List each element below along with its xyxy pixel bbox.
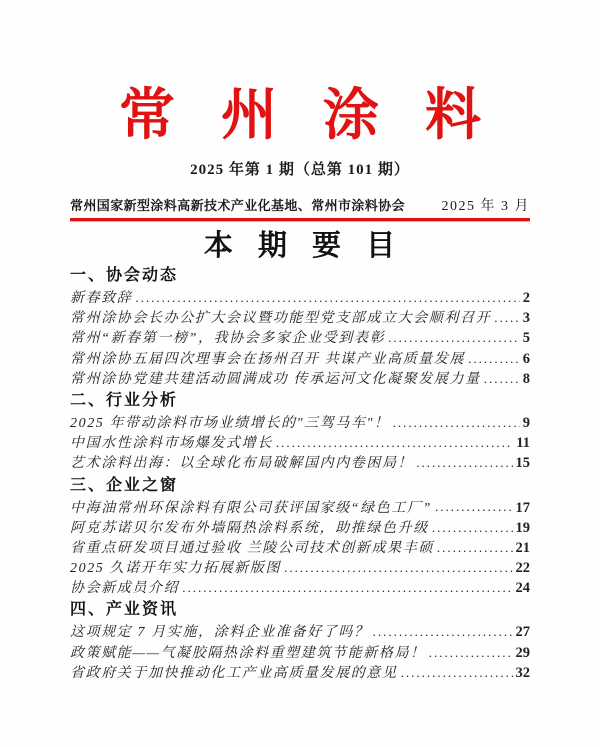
toc-leader-dots [432,518,513,538]
toc-item-title: 常州“新春第一榜”，我协会多家企业受到表彰 [70,331,386,347]
issue-number-line: 2025 年第 1 期（总第 101 期） [190,162,410,178]
toc-item [70,433,530,453]
toc-item-title: 阿克苏诺贝尔发布外墙隔热涂料系统，助推绿色升级 [70,520,429,536]
toc-item [70,308,530,328]
page-title: 常 州 涂 料 [119,85,481,147]
toc-leader-dots [416,453,512,473]
toc-item-title: 省重点研发项目通过验收 兰陵公司技术创新成果丰硕 [70,540,434,556]
toc-leader-dots [494,308,520,328]
toc-item-page: 29 [515,644,530,661]
toc-item-title: 中海油常州环保涂料有限公司获评国家级“绿色工厂” [70,500,432,516]
toc-item-page: 27 [515,624,530,641]
toc-leader-dots [484,369,520,389]
toc-item [70,538,530,558]
toc-item-title: 协会新成员介绍 [70,581,180,597]
toc-leader-dots [437,538,513,558]
toc-leader-dots [135,288,519,308]
toc-item-title: 2025 久诺开年实力拓展新版图 [70,561,282,577]
toc-item-page: 22 [515,560,530,577]
toc-item [70,369,530,389]
section-title: 二、行业分析 [70,391,179,409]
issue-date: 2025 年 3 月 [441,199,530,214]
toc-item-title: 艺术涂料出海：以全球化布局破解国内内卷困局！ [70,456,414,472]
toc-item-page: 5 [522,330,530,347]
toc-item [70,498,530,518]
toc-item-page: 6 [522,350,530,367]
toc-item [70,413,530,433]
toc-item [70,288,530,308]
publisher-name: 常州国家新型涂料高新技术产业化基地、常州市涂料协会 [70,198,406,213]
toc-item [70,578,530,598]
toc-section-industry-news [70,599,530,683]
toc-leader-dots [435,497,513,517]
masthead-info-row [70,195,530,215]
toc-item-title: 2025 年带动涂料市场业绩增长的"三驾马车"！ [70,415,390,431]
section-title: 四、产业资讯 [70,601,179,619]
toc-item-page: 15 [515,455,530,472]
toc-leader-dots [373,622,513,642]
toc-item [70,518,530,538]
toc-item-title: 中国水性涂料市场爆发式增长 [70,436,273,452]
toc-item-page: 19 [515,519,530,536]
section-title: 一、协会动态 [70,267,179,284]
toc-heading: 本 期 要 目 [203,230,397,262]
toc-section-industry-analysis [70,390,530,474]
toc-section-association-news [70,265,530,389]
toc-leader-dots [284,558,512,578]
toc-item-page: 2 [522,290,530,306]
toc-item-page: 24 [515,580,530,597]
toc-item-title: 常州涂协党建共建活动圆满成功 传承运河文化凝聚发展力量 [70,371,481,387]
toc-item-page: 32 [515,664,530,681]
toc-leader-dots [388,328,520,348]
toc-item [70,622,530,642]
section-title: 三、企业之窗 [70,476,179,494]
toc-item [70,558,530,578]
toc-item-page: 8 [522,370,530,387]
toc-item [70,349,530,369]
toc-item-title: 政策赋能——气凝胶隔热涂料重塑建筑节能新格局！ [70,645,426,661]
toc-leader-dots [429,643,513,663]
toc-leader-dots [393,413,520,433]
toc-item-title: 常州涂协五届四次理事会在扬州召开 共谋产业高质量发展 [70,351,466,367]
toc-item-page: 11 [516,435,530,452]
toc-item [70,643,530,663]
toc-item [70,328,530,348]
toc-item-title: 这项规定 7 月实施，涂料企业准备好了吗？ [70,625,370,641]
toc-item-title: 省政府关于加快推动化工产业高质量发展的意见 [70,665,398,681]
toc-item-page: 21 [515,539,530,556]
toc-item [70,663,530,683]
toc-item-title: 常州涂协会长办公扩大会议暨功能型党支部成立大会顺利召开 [70,311,492,327]
toc-leader-dots [182,578,512,598]
toc-item-page: 17 [515,499,530,516]
toc-leader-dots [276,433,513,453]
toc-item-page: 9 [522,414,530,431]
toc-item-title: 新春致辞 [70,291,133,306]
toc-section-enterprise-window [70,475,530,599]
toc-item [70,453,530,473]
masthead-divider-rule [70,218,530,221]
toc-leader-dots [468,349,520,369]
toc-item-page: 3 [522,310,530,327]
toc-leader-dots [401,663,513,683]
